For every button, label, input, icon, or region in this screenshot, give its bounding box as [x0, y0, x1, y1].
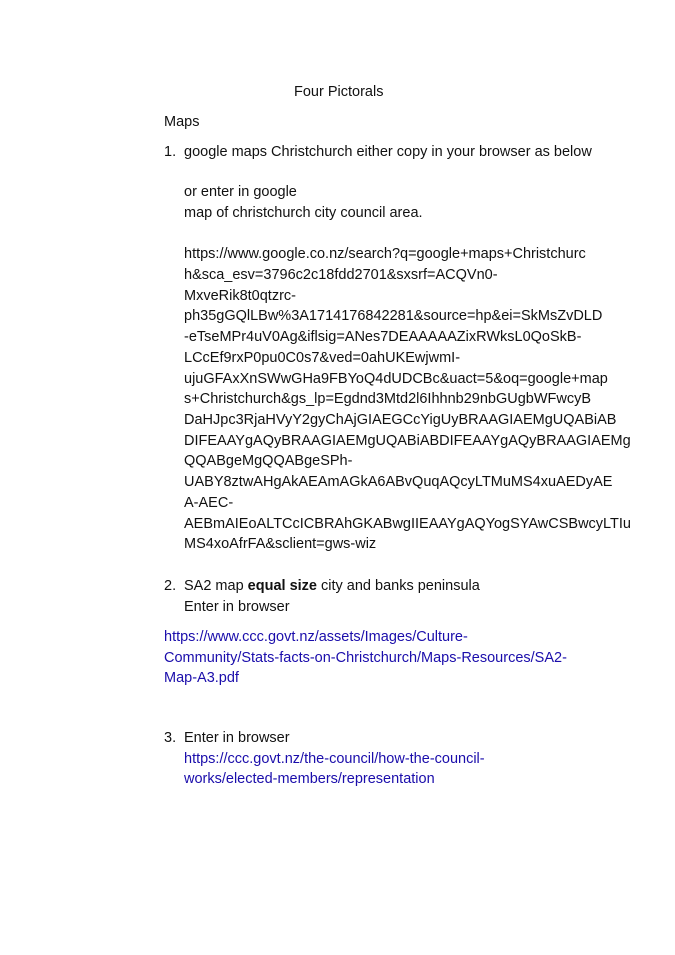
link-line[interactable]: Community/Stats-facts-on-Christchurch/Maps-Resources/SA2- — [164, 650, 567, 666]
url-line: ujuGFAxXnSWwGHa9FBYoQ4dUDCBc&uact=5&oq=google+map — [184, 371, 608, 387]
bold-text: equal size — [247, 578, 317, 594]
link-line[interactable]: Map-A3.pdf — [164, 670, 239, 686]
url-line: UABY8ztwAHgAkAEAmAGkA6ABvQuqAQcyLTMuMS4xuAEDyAE — [184, 474, 613, 490]
url-line: LCcEf9rxP0pu0C0s7&ved=0ahUKEwjwmI- — [184, 350, 461, 366]
url-line: s+Christchurch&gs_lp=Egdnd3Mtd2l6Ihhnb29nbGUgbWFwcyB — [184, 391, 592, 407]
url-line: ph35gGQlLBw%3A1714176842281&source=hp&ei=SkMsZvDLD — [184, 308, 603, 324]
list-item-text: or enter in google — [184, 184, 297, 200]
url-line: -eTseMPr4uV0Ag&iflsig=ANes7DEAAAAAZixRWksL0QoSkB- — [184, 329, 582, 345]
list-item-text: google maps Christchurch either copy in your browser as below — [184, 144, 592, 160]
url-line: DaHJpc3RjaHVyY2gyChAjGIAEGCcYigUyBRAAGIAEMgUQABiAB — [184, 412, 617, 428]
section-heading: Maps — [164, 114, 200, 130]
list-number: 2. — [164, 578, 177, 594]
list-item-text: Enter in browser — [184, 730, 290, 746]
list-number: 1. — [164, 144, 177, 160]
list-item-text — [184, 576, 480, 597]
link-line[interactable]: https://ccc.govt.nz/the-council/how-the-council- — [184, 751, 485, 767]
url-line: DIFEAAYgAQyBRAAGIAEMgUQABiABDIFEAAYgAQyBRAAGIAEMg — [184, 433, 631, 449]
link-line[interactable]: works/elected-members/representation — [184, 771, 435, 787]
url-line: MS4xoAfrFA&sclient=gws-wiz — [184, 536, 377, 552]
list-item-text: Enter in browser — [184, 599, 290, 615]
url-line: A-AEC- — [184, 495, 234, 511]
list-item-text: map of christchurch city council area. — [184, 205, 423, 221]
url-line: MxveRik8t0qtzrc- — [184, 288, 296, 304]
text-span: SA2 map — [184, 578, 248, 594]
url-line: https://www.google.co.nz/search?q=google+maps+Christchurc — [184, 246, 586, 262]
link-line[interactable]: https://www.ccc.govt.nz/assets/Images/Culture- — [164, 629, 468, 645]
document-title: Four Pictorals — [294, 84, 384, 100]
url-line: QQABgeMgQQABgeSPh- — [184, 453, 353, 469]
text-span: city and banks peninsula — [316, 578, 480, 594]
url-line: AEBmAIEoALTCcICBRAhGKABwgIIEAAYgAQYogSYAwCSBwcyLTIu — [184, 516, 631, 532]
list-number: 3. — [164, 730, 177, 746]
url-line: h&sca_esv=3796c2c18fdd2701&sxsrf=ACQVn0- — [184, 267, 498, 283]
